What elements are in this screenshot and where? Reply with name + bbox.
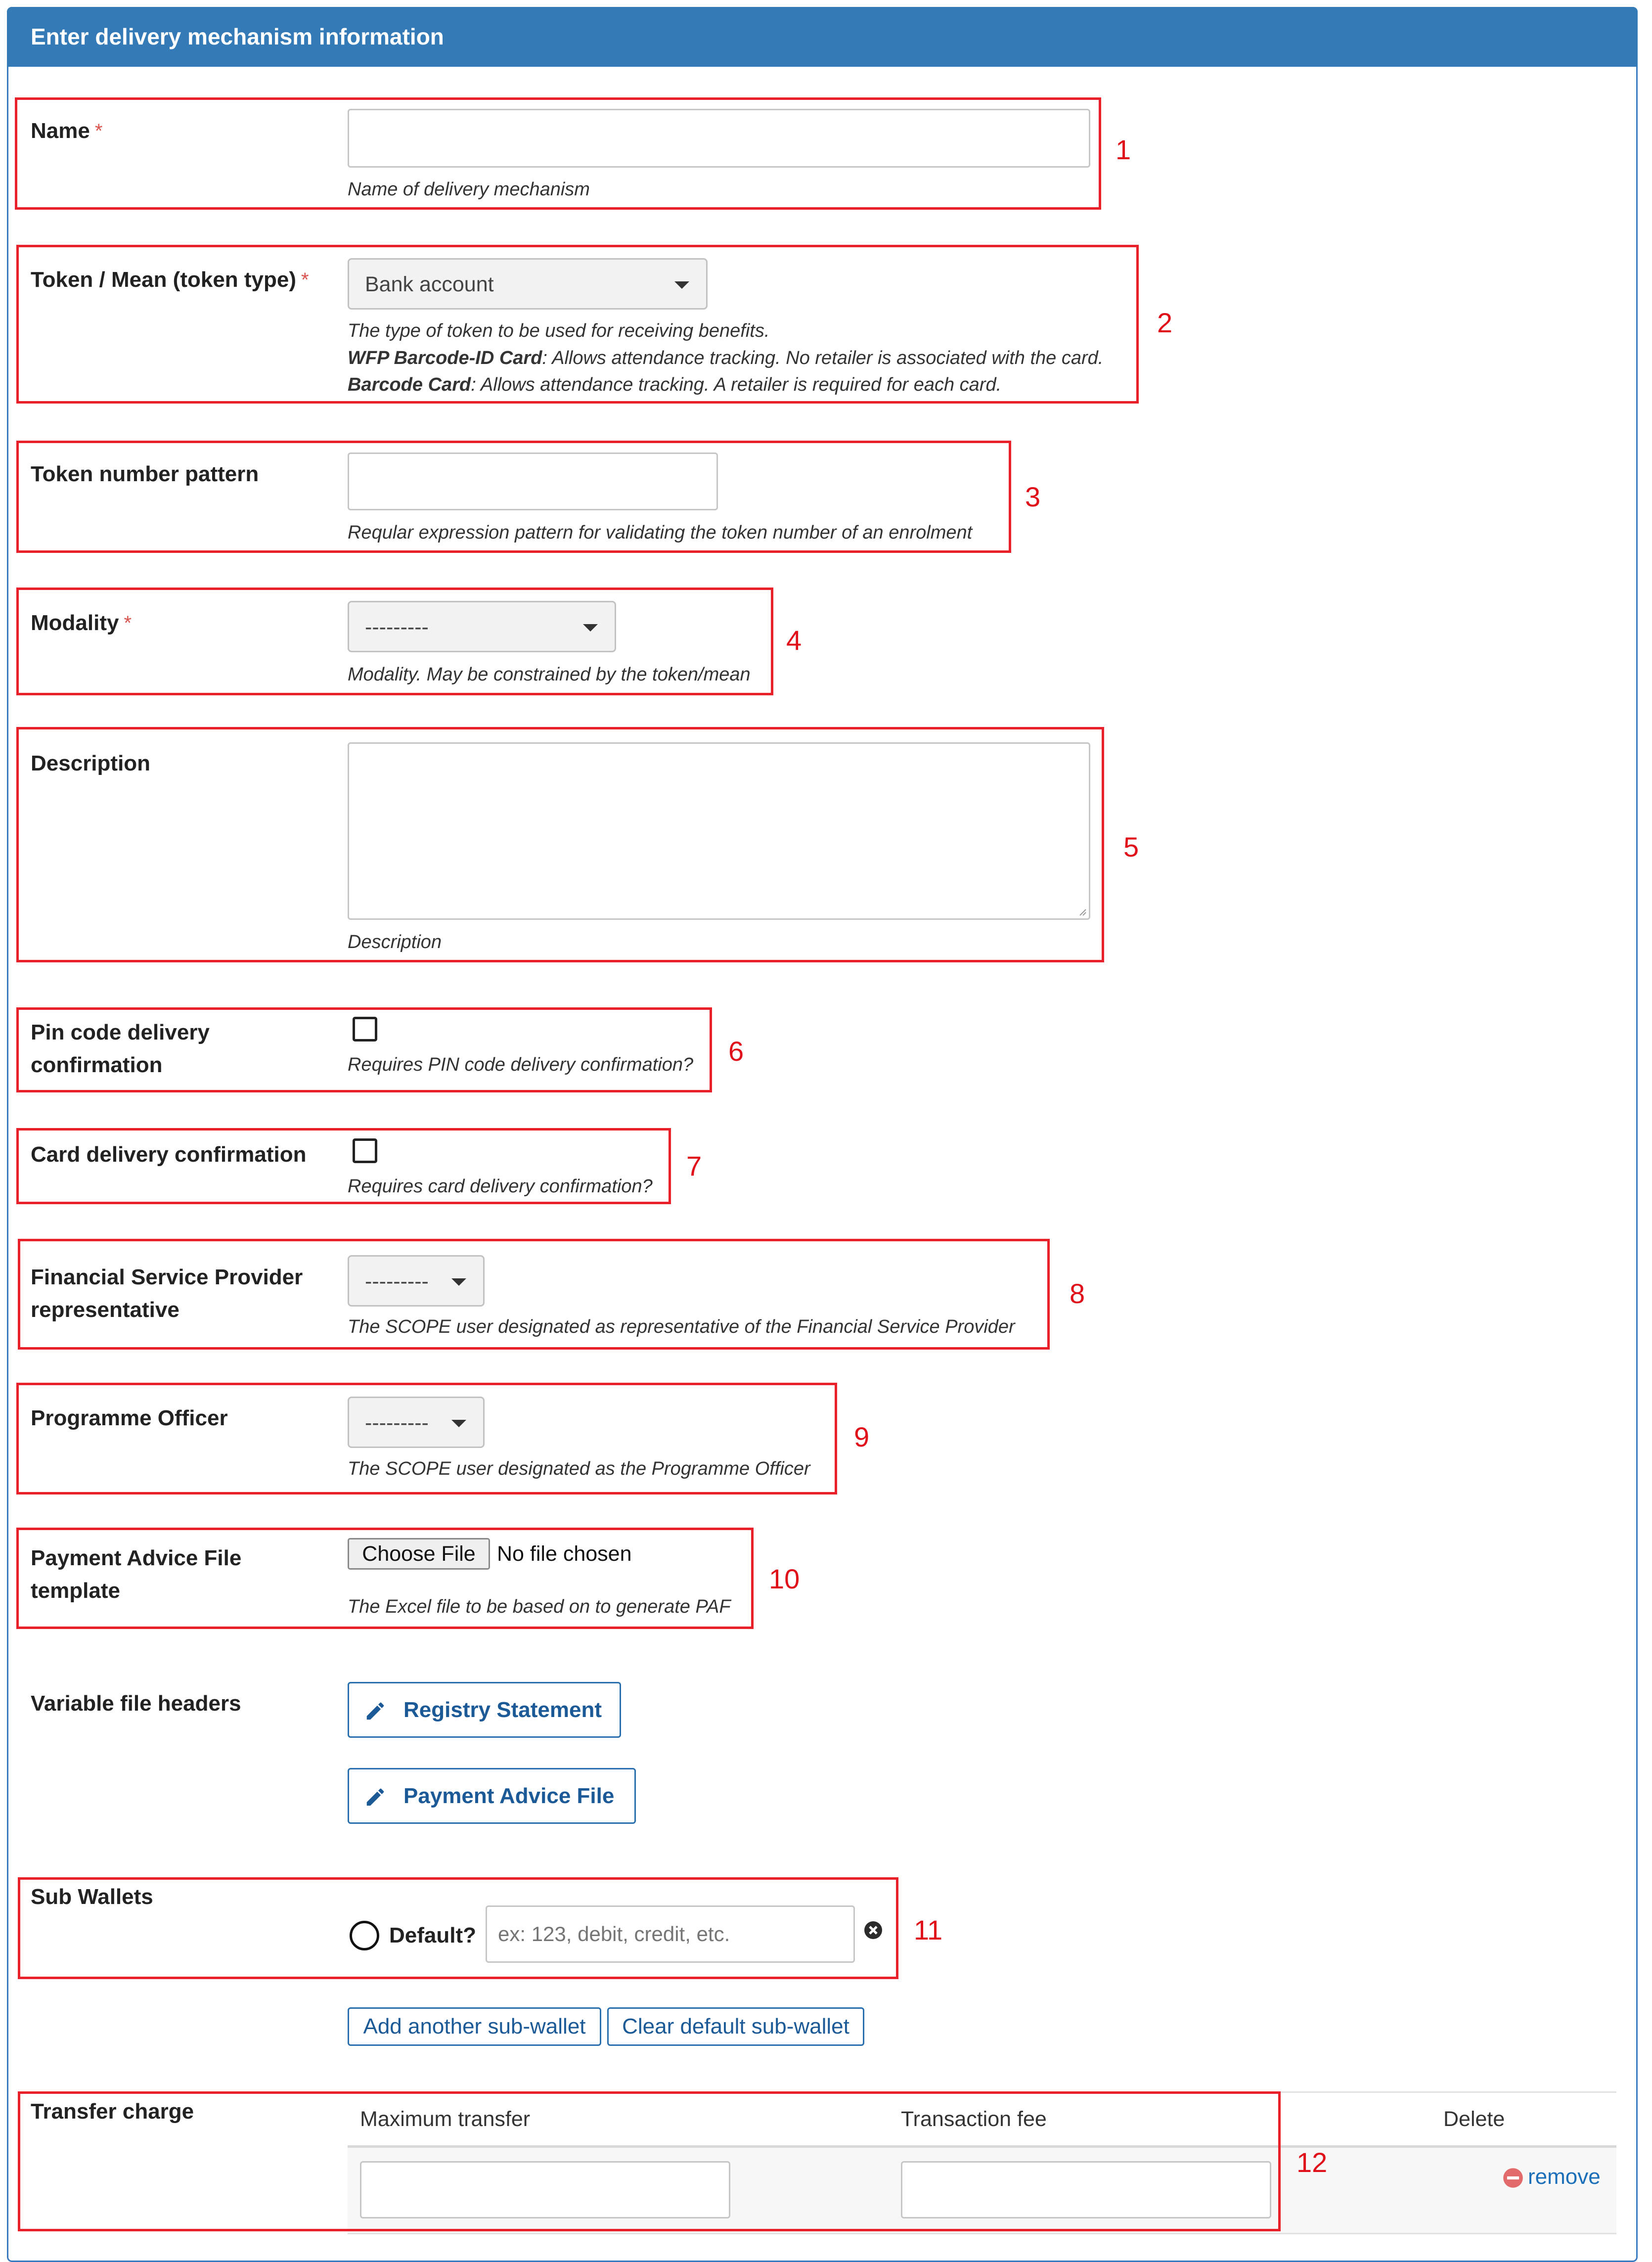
annotation-box-9: [16, 1383, 837, 1494]
modality-help: Modality. May be constrained by the token/mean: [348, 664, 751, 685]
annotation-box-12: [18, 2091, 1281, 2231]
col-header-transaction-fee: Transaction fee: [901, 2107, 1047, 2131]
annotation-box-7: [16, 1128, 671, 1204]
annotation-number-12: 12: [1296, 2147, 1328, 2178]
annotation-box-6: [16, 1007, 712, 1092]
annotation-number-4: 4: [786, 625, 802, 656]
registry-statement-button[interactable]: [348, 1682, 621, 1738]
pencil-icon: [364, 1786, 387, 1809]
default-label: Default?: [389, 1923, 476, 1947]
add-sub-wallet-button[interactable]: Add another sub-wallet: [348, 2007, 601, 2046]
clear-default-sub-wallet-button[interactable]: Clear default sub-wallet: [607, 2007, 864, 2046]
pin-confirmation-label-line-1: Pin code delivery: [31, 1020, 210, 1044]
pin-confirmation-label-line-2: confirmation: [31, 1053, 163, 1077]
annotation-box-3: [16, 441, 1011, 553]
choose-file-button[interactable]: Choose File: [348, 1538, 490, 1570]
required-marker: *: [94, 120, 103, 142]
payment-advice-file-button[interactable]: [348, 1768, 636, 1824]
annotation-number-6: 6: [728, 1036, 744, 1067]
annotation-number-3: 3: [1025, 481, 1041, 512]
programme-officer-select[interactable]: ---------: [348, 1397, 485, 1448]
annotation-number-8: 8: [1070, 1278, 1085, 1309]
fsp-rep-label-line-2: representative: [31, 1298, 179, 1322]
annotation-box-11: [18, 1877, 898, 1979]
token-pattern-help: Reqular expression pattern for validating the token number of an enrolment: [348, 522, 973, 543]
token-pattern-label: Token number pattern: [31, 462, 259, 486]
remove-circle-icon[interactable]: [1502, 2167, 1524, 2189]
annotation-box-5: [16, 727, 1104, 962]
token-type-help-line-2: WFP Barcode-ID Card: Allows attendance tracking. No retailer is associated with the card.: [348, 348, 1104, 368]
token-type-help-line-3: Barcode Card: Allows attendance tracking. A retailer is required for each card.: [348, 374, 1002, 395]
paf-template-label-line-1: Payment Advice File: [31, 1546, 242, 1570]
payment-advice-file-label: Payment Advice File: [403, 1784, 615, 1808]
annotation-box-10: [16, 1528, 754, 1629]
pencil-icon: [364, 1700, 387, 1722]
annotation-number-1: 1: [1116, 134, 1131, 165]
annotation-number-5: 5: [1123, 831, 1139, 862]
modality-label: Modality *: [31, 611, 132, 635]
paf-template-help: The Excel file to be based on to generate PAF: [348, 1596, 731, 1617]
required-marker: *: [124, 612, 132, 634]
annotation-box-8: [18, 1239, 1050, 1350]
programme-officer-label: Programme Officer: [31, 1406, 228, 1430]
variable-headers-label: Variable file headers: [31, 1691, 241, 1716]
annotation-box-2: [16, 245, 1139, 404]
token-type-label: Token / Mean (token type) *: [31, 268, 309, 292]
file-status-text: No file chosen: [497, 1542, 632, 1566]
registry-statement-label: Registry Statement: [403, 1698, 602, 1722]
fsp-rep-label-line-1: Financial Service Provider: [31, 1265, 303, 1289]
name-label: Name *: [31, 119, 103, 143]
pin-confirmation-help: Requires PIN code delivery confirmation?: [348, 1054, 694, 1075]
sub-wallets-label: Sub Wallets: [31, 1885, 153, 1909]
annotation-number-11: 11: [914, 1914, 943, 1945]
annotation-box-4: [16, 588, 773, 695]
transfer-charge-label: Transfer charge: [31, 2099, 194, 2124]
annotation-number-9: 9: [854, 1421, 870, 1452]
card-confirmation-label: Card delivery confirmation: [31, 1142, 307, 1167]
col-header-delete: Delete: [1443, 2107, 1505, 2131]
annotation-number-2: 2: [1157, 307, 1173, 338]
description-help: Description: [348, 932, 442, 952]
required-marker: *: [301, 269, 309, 291]
programme-officer-help: The SCOPE user designated as the Programme Officer: [348, 1458, 810, 1479]
fsp-rep-help: The SCOPE user designated as representative of the Financial Service Provider: [348, 1316, 1015, 1337]
remove-link[interactable]: remove: [1528, 2165, 1601, 2189]
fsp-rep-select[interactable]: ---------: [348, 1255, 485, 1307]
token-type-select[interactable]: Bank account: [348, 258, 708, 310]
token-type-help-line-1: The type of token to be used for receiving benefits.: [348, 320, 770, 341]
table-bottom-divider: [348, 2233, 1616, 2234]
modality-select[interactable]: ---------: [348, 601, 616, 652]
name-help: Name of delivery mechanism: [348, 179, 590, 200]
paf-template-label-line-2: template: [31, 1579, 120, 1603]
panel-title: Enter delivery mechanism information: [7, 7, 1638, 67]
col-header-max-transfer: Maximum transfer: [360, 2107, 531, 2131]
description-label: Description: [31, 751, 151, 775]
annotation-number-10: 10: [769, 1563, 800, 1594]
annotation-number-7: 7: [686, 1150, 702, 1181]
card-confirmation-help: Requires card delivery confirmation?: [348, 1176, 653, 1197]
annotation-box-1: [15, 97, 1101, 210]
